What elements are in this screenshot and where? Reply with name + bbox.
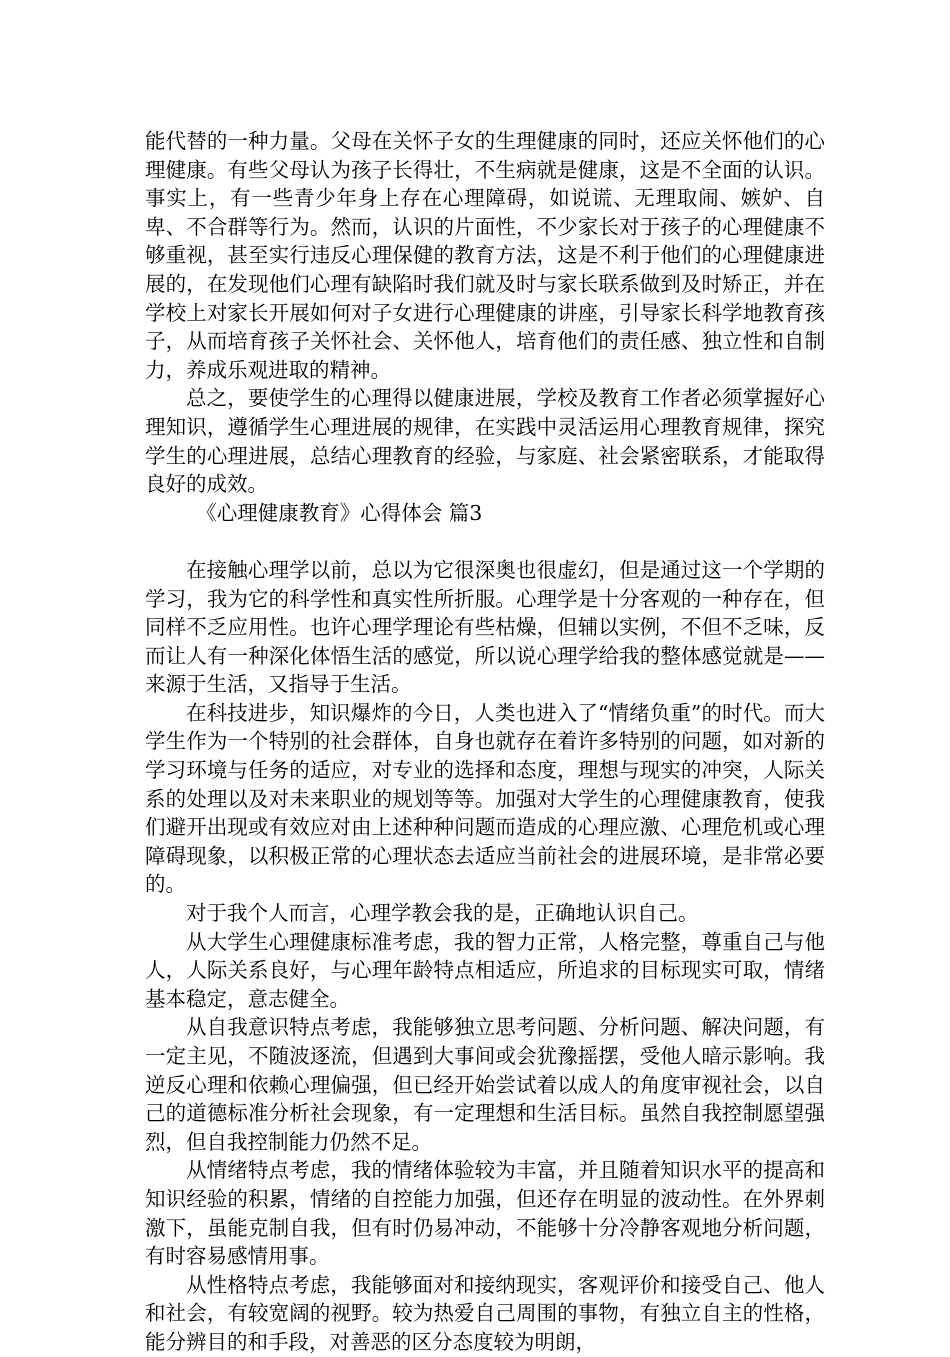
paragraph-5: 对于我个人而言，心理学教会我的是，正确地认识自己。 <box>186 901 699 926</box>
paragraph-8: 从情绪特点考虑，我的情绪体验较为丰富，并且随着知识水平的提高和知识经验的积累，情绪的自控能力加强，但还存在明显的波动性。在外界刺激下，虽能克制自我，但有时仍易冲动，不能够十分冷静客观地分析问题，有时容易感情用事。 <box>145 1158 825 1269</box>
paragraph-1: 能代替的一种力量。父母在关怀子女的生理健康的同时，还应关怀他们的心理健康。有些父母认为孩子长得壮，不生病就是健康，这是不全面的认识。事实上，有一些青少年身上存在心理障碍，如说谎、无理取闹、嫉妒、自卑、不合群等行为。然而，认识的片面性，不少家长对于孩子的心理健康不够重视，甚至实行违反心理保健的教育方法，这是不利于他们的心理健康进展的，在发现他们心理有缺陷时我们就及时与家长联系做到及时矫正，并在学校上对家长开展如何对子女进行心理健康的讲座，引导家长科学地教育孩子，从而培育孩子关怀社会、关怀他人，培育他们的责任感、独立性和自制力，养成乐观进取的精神。 <box>145 129 825 382</box>
blank-line <box>145 527 825 556</box>
paragraph-2: 总之，要使学生的心理得以健康进展，学校及教育工作者必须掌握好心理知识，遵循学生心理进展的规律，在实践中灵活运用心理教育规律，探究学生的心理进展，总结心理教育的经验，与家庭、社会紧密联系，才能取得良好的成效。 <box>145 386 825 497</box>
paragraph-6: 从大学生心理健康标准考虑，我的智力正常，人格完整，尊重自己与他人，人际关系良好，与心理年龄特点相适应，所追求的目标现实可取，情绪基本稳定，意志健全。 <box>145 929 825 1011</box>
paragraph-4: 在科技进步，知识爆炸的今日，人类也进入了“情绪负重”的时代。而大学生作为一个特别的社会群体，自身也就存在着许多特别的问题，如对新的学习环境与任务的适应，对专业的选择和态度，理想与现实的冲突，人际关系的处理以及对未来职业的规划等等。加强对大学生的心理健康教育，使我们避开出现或有效应对由上述种种问题而造成的心理应激、心理危机或心理障碍现象，以积极正常的心理状态去适应当前社会的进展环境，是非常必要的。 <box>145 700 825 897</box>
paragraph-3: 在接触心理学以前，总以为它很深奥也很虚幻，但是通过这一个学期的学习，我为它的科学性和真实性所折服。心理学是十分客观的一种存在，但同样不乏应用性。也许心理学理论有些枯燥，但辅以实例，不但不乏味，反而让人有一种深化体悟生活的感觉，所以说心理学给我的整体感觉就是——来源于生活，又指导于生活。 <box>145 557 825 697</box>
section-title: 《心理健康教育》心得体会 篇3 <box>196 500 483 525</box>
document-page <box>145 127 825 1357</box>
paragraph-7: 从自我意识特点考虑，我能够独立思考问题、分析问题、解决问题，有一定主见，不随波逐流，但遇到大事间或会犹豫摇摆，受他人暗示影响。我逆反心理和依赖心理偏强，但已经开始尝试着以成人的角度审视社会，以自己的道德标准分析社会现象，有一定理想和生活目标。虽然自我控制愿望强烈，但自我控制能力仍然不足。 <box>145 1015 825 1154</box>
paragraph-9: 从性格特点考虑，我能够面对和接纳现实，客观评价和接受自己、他人和社会，有较宽阔的视野。较为热爱自己周围的事物，有独立自主的性格，能分辨目的和手段，对善恶的区分态度较为明朗， <box>145 1272 825 1354</box>
